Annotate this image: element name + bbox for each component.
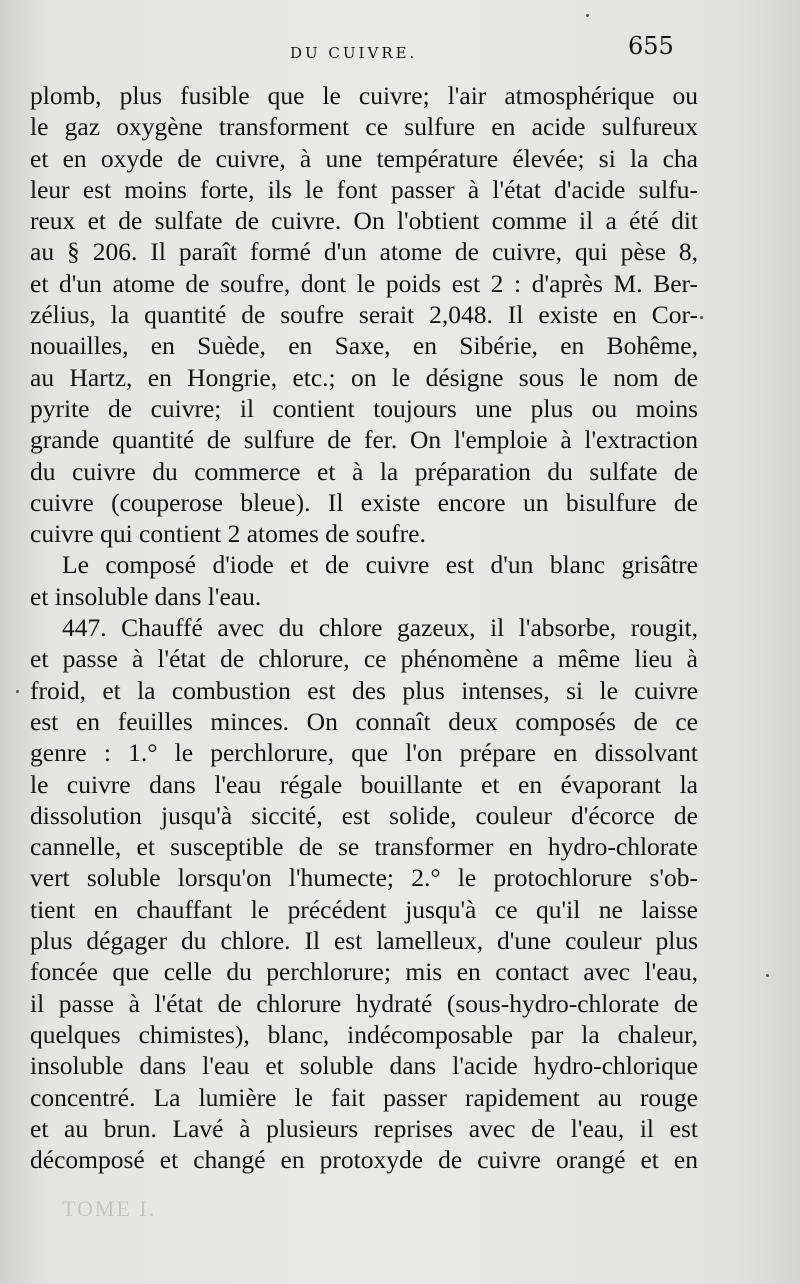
text-line: vert soluble lorsqu'on l'humecte; 2.° le protochlorure s'ob- <box>30 863 698 893</box>
text-line: reux et de sulfate de cuivre. On l'obtient comme il a été dit <box>30 206 698 236</box>
text-line: plus dégager du chlore. Il est lamelleux, d'une couleur plus <box>30 926 698 956</box>
show-through-footer: TOME I. <box>62 1196 157 1221</box>
text-line: et insoluble dans l'eau. <box>30 581 262 611</box>
text-line: cannelle, et susceptible de se transformer en hydro-chlorate <box>30 832 698 862</box>
text-line: nouailles, en Suède, en Saxe, en Sibérie, en Bohême, <box>30 331 698 361</box>
ink-fleck <box>766 974 769 977</box>
text-line: et au brun. Lavé à plusieurs reprises avec de l'eau, il est <box>30 1113 698 1143</box>
text-line: du cuivre du commerce et à la préparation du sulfate de <box>30 456 698 486</box>
body-text <box>30 80 698 1175</box>
text-line: tient en chauffant le précédent jusqu'à ce qu'il ne laisse <box>30 894 698 924</box>
ink-fleck <box>16 690 19 693</box>
text-line: leur est moins forte, ils le font passer à l'état d'acide sulfu- <box>30 174 698 204</box>
text-line: au Hartz, en Hongrie, etc.; on le désigne sous le nom de <box>30 362 698 392</box>
text-line: pyrite de cuivre; il contient toujours une plus ou moins <box>30 393 698 423</box>
text-line: dissolution jusqu'à siccité, est solide, couleur d'écorce de <box>30 800 698 830</box>
text-line: et d'un atome de soufre, dont le poids est 2 : d'après M. Ber- <box>30 268 698 298</box>
text-line: plomb, plus fusible que le cuivre; l'air atmosphérique ou <box>30 81 698 110</box>
text-line: décomposé et changé en protoxyde de cuivre orangé et en <box>30 1145 698 1175</box>
text-line: grande quantité de sulfure de fer. On l'emploie à l'extraction <box>30 425 698 455</box>
text-line: au § 206. Il paraît formé d'un atome de cuivre, qui pèse 8, <box>30 237 698 267</box>
ink-fleck <box>700 316 703 319</box>
text-line: quelques chimistes), blanc, indécomposable par la chaleur, <box>30 1019 698 1049</box>
text-line: et passe à l'état de chlorure, ce phénomène a même lieu à <box>30 644 698 674</box>
text-line: cuivre qui contient 2 atomes de soufre. <box>30 519 426 549</box>
text-line: il passe à l'état de chlorure hydraté (sous-hydro-chlorate de <box>30 988 698 1018</box>
text-line: Le composé d'iode et de cuivre est d'un blanc grisâtre <box>62 550 698 580</box>
text-line: zélius, la quantité de soufre serait 2,048. Il existe en Cor- <box>30 300 698 330</box>
text-line: le gaz oxygène transforment ce sulfure en acide sulfureux <box>30 112 698 142</box>
text-line: froid, et la combustion est des plus intenses, si le cuivre <box>30 675 698 705</box>
ink-fleck <box>586 14 589 17</box>
text-line: le cuivre dans l'eau régale bouillante et en évaporant la <box>30 769 698 799</box>
page-number: 655 <box>628 32 674 60</box>
text-line: genre : 1.° le perchlorure, que l'on prépare en dissolvant <box>30 738 698 768</box>
text-line: insoluble dans l'eau et soluble dans l'acide hydro-chlorique <box>30 1051 698 1081</box>
text-line: concentré. La lumière le fait passer rapidement au rouge <box>30 1082 698 1112</box>
text-line: et en oxyde de cuivre, à une température élevée; si la cha <box>30 143 698 173</box>
text-line: foncée que celle du perchlorure; mis en contact avec l'eau, <box>30 957 698 987</box>
running-head: DU CUIVRE. <box>290 44 418 62</box>
text-line: 447. Chauffé avec du chlore gazeux, il l'absorbe, rougit, <box>62 613 698 643</box>
text-line: est en feuilles minces. On connaît deux composés de ce <box>30 706 698 736</box>
text-line: cuivre (couperose bleue). Il existe encore un bisulfure de <box>30 487 698 517</box>
